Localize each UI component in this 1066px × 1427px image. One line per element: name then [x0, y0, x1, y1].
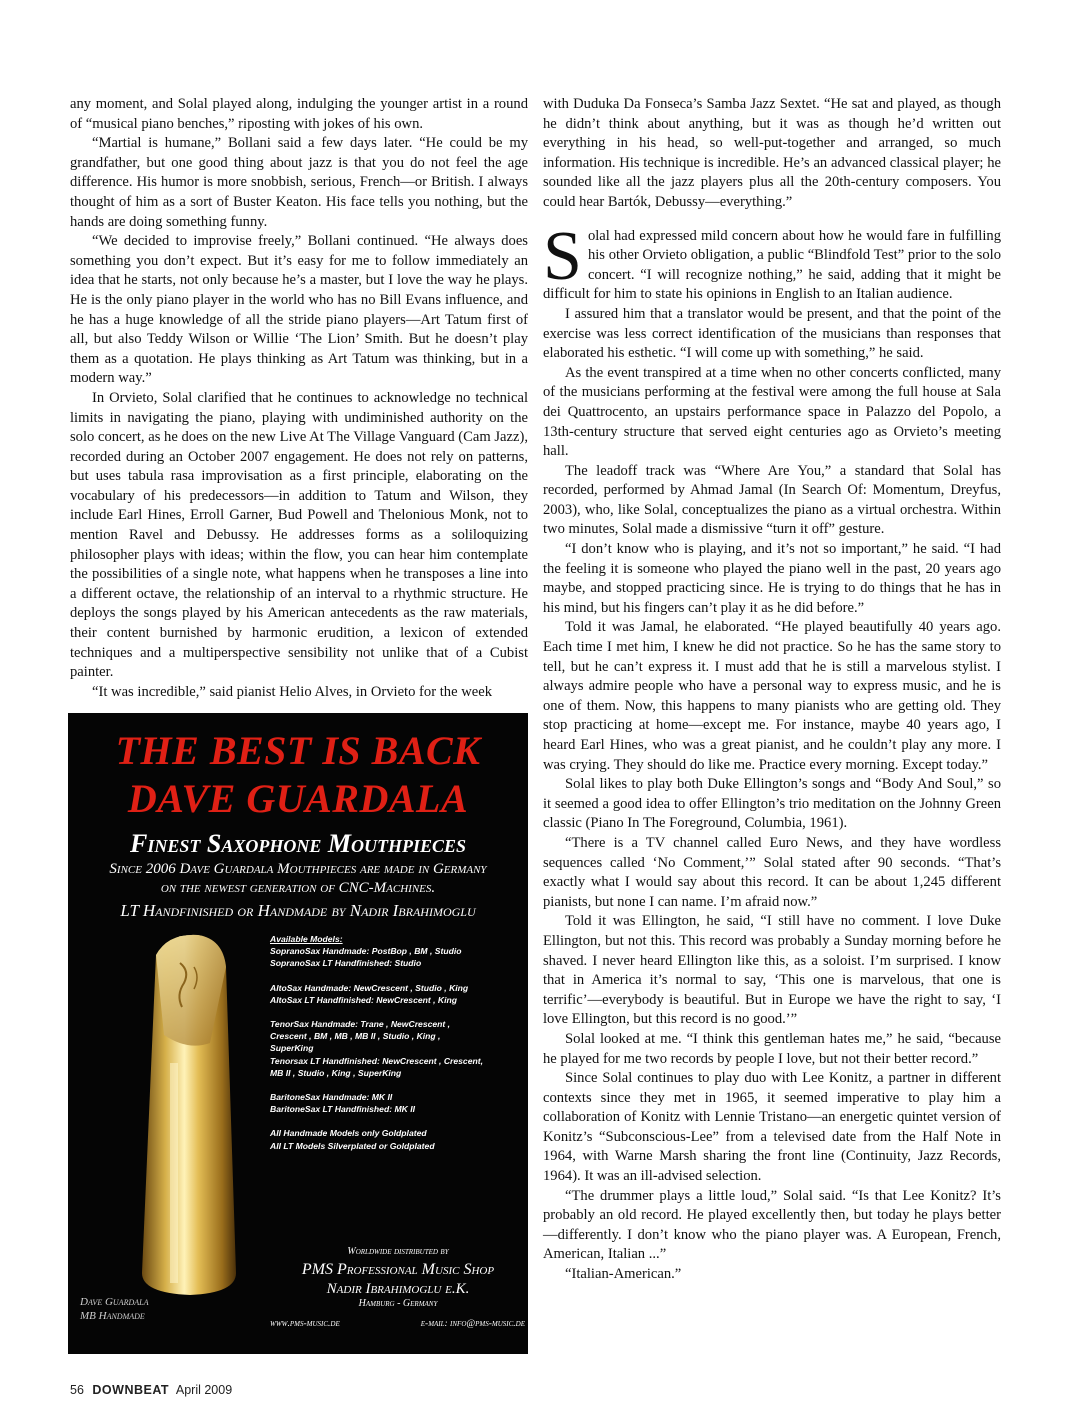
- issue-date: April 2009: [175, 1383, 233, 1397]
- saxophone-mouthpiece-image: [98, 923, 268, 1303]
- article-paragraph: “We decided to improvise freely,” Bollani continued. “He always does something you don’t expect. But it’s easy for me to follow immediately an idea that he starts, not only because he’s a master, but I love the way he plays. He is the only piano player in the world who has no Bill Evans influence, and he has a huge knowledge of all the stride piano players—Art Tatum first of all, but also Teddy Wilson or Willie ‘The Lion’ Smith. But he doesn’t play them as a quotation. He plays thinking as Art Tatum was thinking, but in a modern way.”: [70, 233, 528, 387]
- email-link[interactable]: e-mail: info@pms-music.de: [420, 1319, 525, 1329]
- right-article-column: [543, 95, 1001, 1285]
- model-gap: [270, 970, 525, 982]
- website-link[interactable]: www.pms-music.de: [270, 1319, 340, 1329]
- models-heading: Available Models:: [270, 934, 343, 944]
- model-line: MB II , Studio , King , SuperKing: [270, 1067, 402, 1078]
- article-paragraph: I assured him that a translator would be present, and that the point of the exercise was less correct identification of the musicians than responses that elaborated his esthetic. “I will come up with something,” he said.: [543, 305, 1001, 362]
- shop-owner: Nadir Ibrahimoglu e.K.: [326, 1281, 470, 1297]
- dropcap-paragraph: [543, 217, 1001, 305]
- article-paragraph: As the event transpired at a time when no other concerts conflicted, many of the musicians performing at the festival were among the full house at Sala dei Quattrocento, an upstairs performance space in Palazzo del Popolo, a 13th-century structure that served eight centuries ago as Orvieto’s meeting hall.: [543, 364, 1001, 460]
- model-line: Crescent , BM , MB , MB II , Studio , King ,: [270, 1031, 441, 1042]
- shop-name: PMS Professional Music Shop: [301, 1261, 495, 1278]
- article-paragraph: “Italian-American.”: [565, 1266, 682, 1283]
- article-paragraph: Told it was Ellington, he said, “I still have no comment. I love Duke Ellington, but not this. This record was probably a Sunday morning before he shaved. I never heard Ellington like this, as a soloist. I’m surprised. I know that in America it’s normal to say, ‘This one is marvelous, that one is terrific’—everybody is beautiful. But in Europe we have the right to say, ‘I love Ellington, but this record is no good.’”: [543, 913, 1001, 1028]
- article-paragraph: Solal looked at me. “I think this gentleman hates me,” he said, “because he played for me two records by people I love, but not their better record.”: [543, 1030, 1001, 1067]
- ad-contacts: [270, 1319, 525, 1329]
- left-article-column: [70, 95, 528, 702]
- model-line: SopranoSax Handmade: PostBop , BM , Studio: [270, 946, 462, 957]
- article-paragraph: In Orvieto, Solal clarified that he continues to acknowledge no technical limits in navigating the piano, playing with undiminished authority on the solo concert, as he does on the new Live At The Village Vanguard (Cam Jazz), recorded during an October 2007 engagement. He does not rely on patterns, but uses tabula rasa improvisation as a first principle, elaborating on the vocabulary of his predecessors—in addition to Tatum and Wilson, they include Earl Hines, Erroll Garner, Bud Powell and Thelonious Monk, not to mention Ravel and Debussy. He addresses forms as a soliloquizing philosopher plays with ideas; within the flow, you can hear him contemplate the possibilities of a single note, what happens when he transposes a line into a different octave, the relationship of an interval to a rhythmic structure. He deploys the songs played by his American antecedents as the raw materials, their content burnished by harmonic erudition, a lexicon of extended techniques and a multiperspective sensibility not unlike that of a Cubist painter.: [70, 389, 528, 681]
- ad-subtitle: Finest Saxophone Mouthpieces: [130, 829, 466, 858]
- model-line: AltoSax LT Handfinished: NewCrescent , King: [270, 994, 458, 1005]
- article-paragraph: Solal likes to play both Duke Ellington’s songs and “Body And Soul,” so it seemed a good idea to offer Ellington’s trio meditation on the Johnny Green classic (Piano In The Foreground, Columbia, 1961).: [543, 776, 1001, 832]
- mouthpiece-advertisement: [68, 713, 528, 1354]
- model-gap: [270, 1006, 525, 1018]
- article-paragraph: “It was incredible,” said pianist Helio Alves, in Orvieto for the week: [92, 683, 492, 700]
- caption-line: Dave Guardala: [80, 1296, 149, 1308]
- magazine-name: DOWNBEAT: [92, 1383, 170, 1397]
- ad-distributor-block: [268, 1246, 528, 1309]
- dropcap-letter: S: [543, 217, 582, 295]
- model-line: SuperKing: [270, 1043, 314, 1054]
- model-line: TenorSax Handmade: Trane , NewCrescent ,: [270, 1019, 451, 1030]
- article-paragraph: “I don’t know who is playing, and it’s not so important,” he said. “I had the feeling it is someone who played the piano well in the past, 20 years ago maybe, and stopped practicing since. He is trying to do things that he has in his mind, but his fingers can’t play it as he did before.”: [543, 541, 1001, 616]
- ad-models-list: [270, 933, 525, 1152]
- article-paragraph: The leadoff track was “Where Are You,” a standard that Solal has recorded, performed by Ahmad Jamal (In Search Of: Momentum, Dreyfus, 2003), who, like Solal, conceptualizes the piano as a virtual orchestra. Within two minutes, Solal made a dismissive “turn it off” gesture.: [543, 462, 1001, 538]
- ad-headline: THE BEST IS BACK: [115, 728, 481, 773]
- model-gap: [270, 1115, 525, 1127]
- ad-since-line: on the newest generation of CNC-Machines.: [160, 880, 436, 896]
- article-paragraph: Since Solal continues to play duo with Lee Konitz, a partner in different contexts since they met in 1965, it seemed imperative to play him a collaboration of Konitz with Lennie Tristano—an energetic quintet version of Konitz’s “Subconscious-Lee” from a televised date from the Half Note in 1964, with Warne Marsh sharing the front line (Continuity, Jazz Records, 1964). It was an ill-advised selection.: [543, 1070, 1001, 1185]
- model-line: AltoSax Handmade: NewCrescent , Studio , King: [270, 982, 469, 993]
- ad-brand-name: DAVE GUARDALA: [127, 776, 469, 821]
- article-paragraph: “Martial is humane,” Bollani said a few days later. “He could be my grandfather, but one good thing about jazz is that you do not feel the age difference. His humor is more snobbish, serious, French—or British. I always thought of him as a sort of Buster Keaton. His face tells you nothing, but the hands are doing something funny.: [70, 135, 528, 230]
- article-paragraph: “There is a TV channel called Euro News, and they have wordless sequences called ‘No Comment,’” Solal stated after 90 seconds. “That’s exactly what I would say about this record. It can be about 1,245 different pianists, but none I can name. I’m afraid now.”: [543, 834, 1001, 910]
- model-line: BaritoneSax LT Handfinished: MK II: [270, 1104, 415, 1115]
- page-footer: [70, 1383, 232, 1397]
- model-line: SopranoSax LT Handfinished: Studio: [270, 958, 422, 969]
- article-paragraph: any moment, and Solal played along, indulging the younger artist in a round of “musical piano benches,” riposting with jokes of his own.: [70, 96, 528, 132]
- article-paragraph: Told it was Jamal, he elaborated. “He played beautifully 40 years ago. Each time I met him, I knew he did not practice. So he has the same story to tell, but he can’t express it. I must add that he is still a marvelous stylist. I always admire people who have a personal way to express music, and he is one of them. Now, this happens to many pianists who are getting old. They stop practicing at home—except me. For instance, maybe 40 years ago, I heard Earl Hines, who was a great pianist, and he couldn’t play any more. I was crying. They should do like me. Practice every morning. Except today.”: [543, 619, 1001, 773]
- model-gap: [270, 1079, 525, 1091]
- article-paragraph: “The drummer plays a little loud,” Solal said. “Is that Lee Konitz? It’s probably an old record. He played excellently then, but today he plays better—differently. I don’t know who the piano player was. A European, French, American, Italian ...”: [543, 1187, 1001, 1263]
- model-line: All LT Models Silverplated or Goldplated: [270, 1140, 435, 1151]
- article-paragraph: with Duduka Da Fonseca’s Samba Jazz Sextet. “He sat and played, as though he didn’t think about anything, but it was as though he’d written out everything in his head, so well-put-together and arranged, so much information. His technique is incredible. He’s an advanced classical player; he sounded like all the jazz players plus all the 20th-century composers. You could hear Bartók, Debussy—everything.”: [543, 96, 1001, 210]
- dropcap-text: olal had expressed mild concern about how he would fare in fulfilling his other Orvieto obligation, a public “Blindfold Test” prior to the solo concert. “I will recognize nothing,” he said, adding that it might be difficult for him to state his opinions in English to an Italian audience.: [543, 227, 1001, 303]
- model-line: BaritoneSax Handmade: MK II: [270, 1092, 393, 1103]
- model-line: All Handmade Models only Goldplated: [270, 1128, 427, 1139]
- ad-handfinished-line: LT Handfinished or Handmade by Nadir Ibrahimoglu: [120, 901, 476, 920]
- ad-since-line: Since 2006 Dave Guardala Mouthpieces are made in Germany: [109, 861, 487, 877]
- caption-line: MB Handmade: [80, 1310, 145, 1322]
- page-number: 56: [70, 1383, 84, 1397]
- ad-image-caption: [80, 1295, 148, 1323]
- model-line: Tenorsax LT Handfinished: NewCrescent , Crescent,: [270, 1055, 483, 1066]
- shop-city: Hamburg - Germany: [358, 1298, 438, 1309]
- distributed-label: Worldwide distributed by: [347, 1246, 449, 1257]
